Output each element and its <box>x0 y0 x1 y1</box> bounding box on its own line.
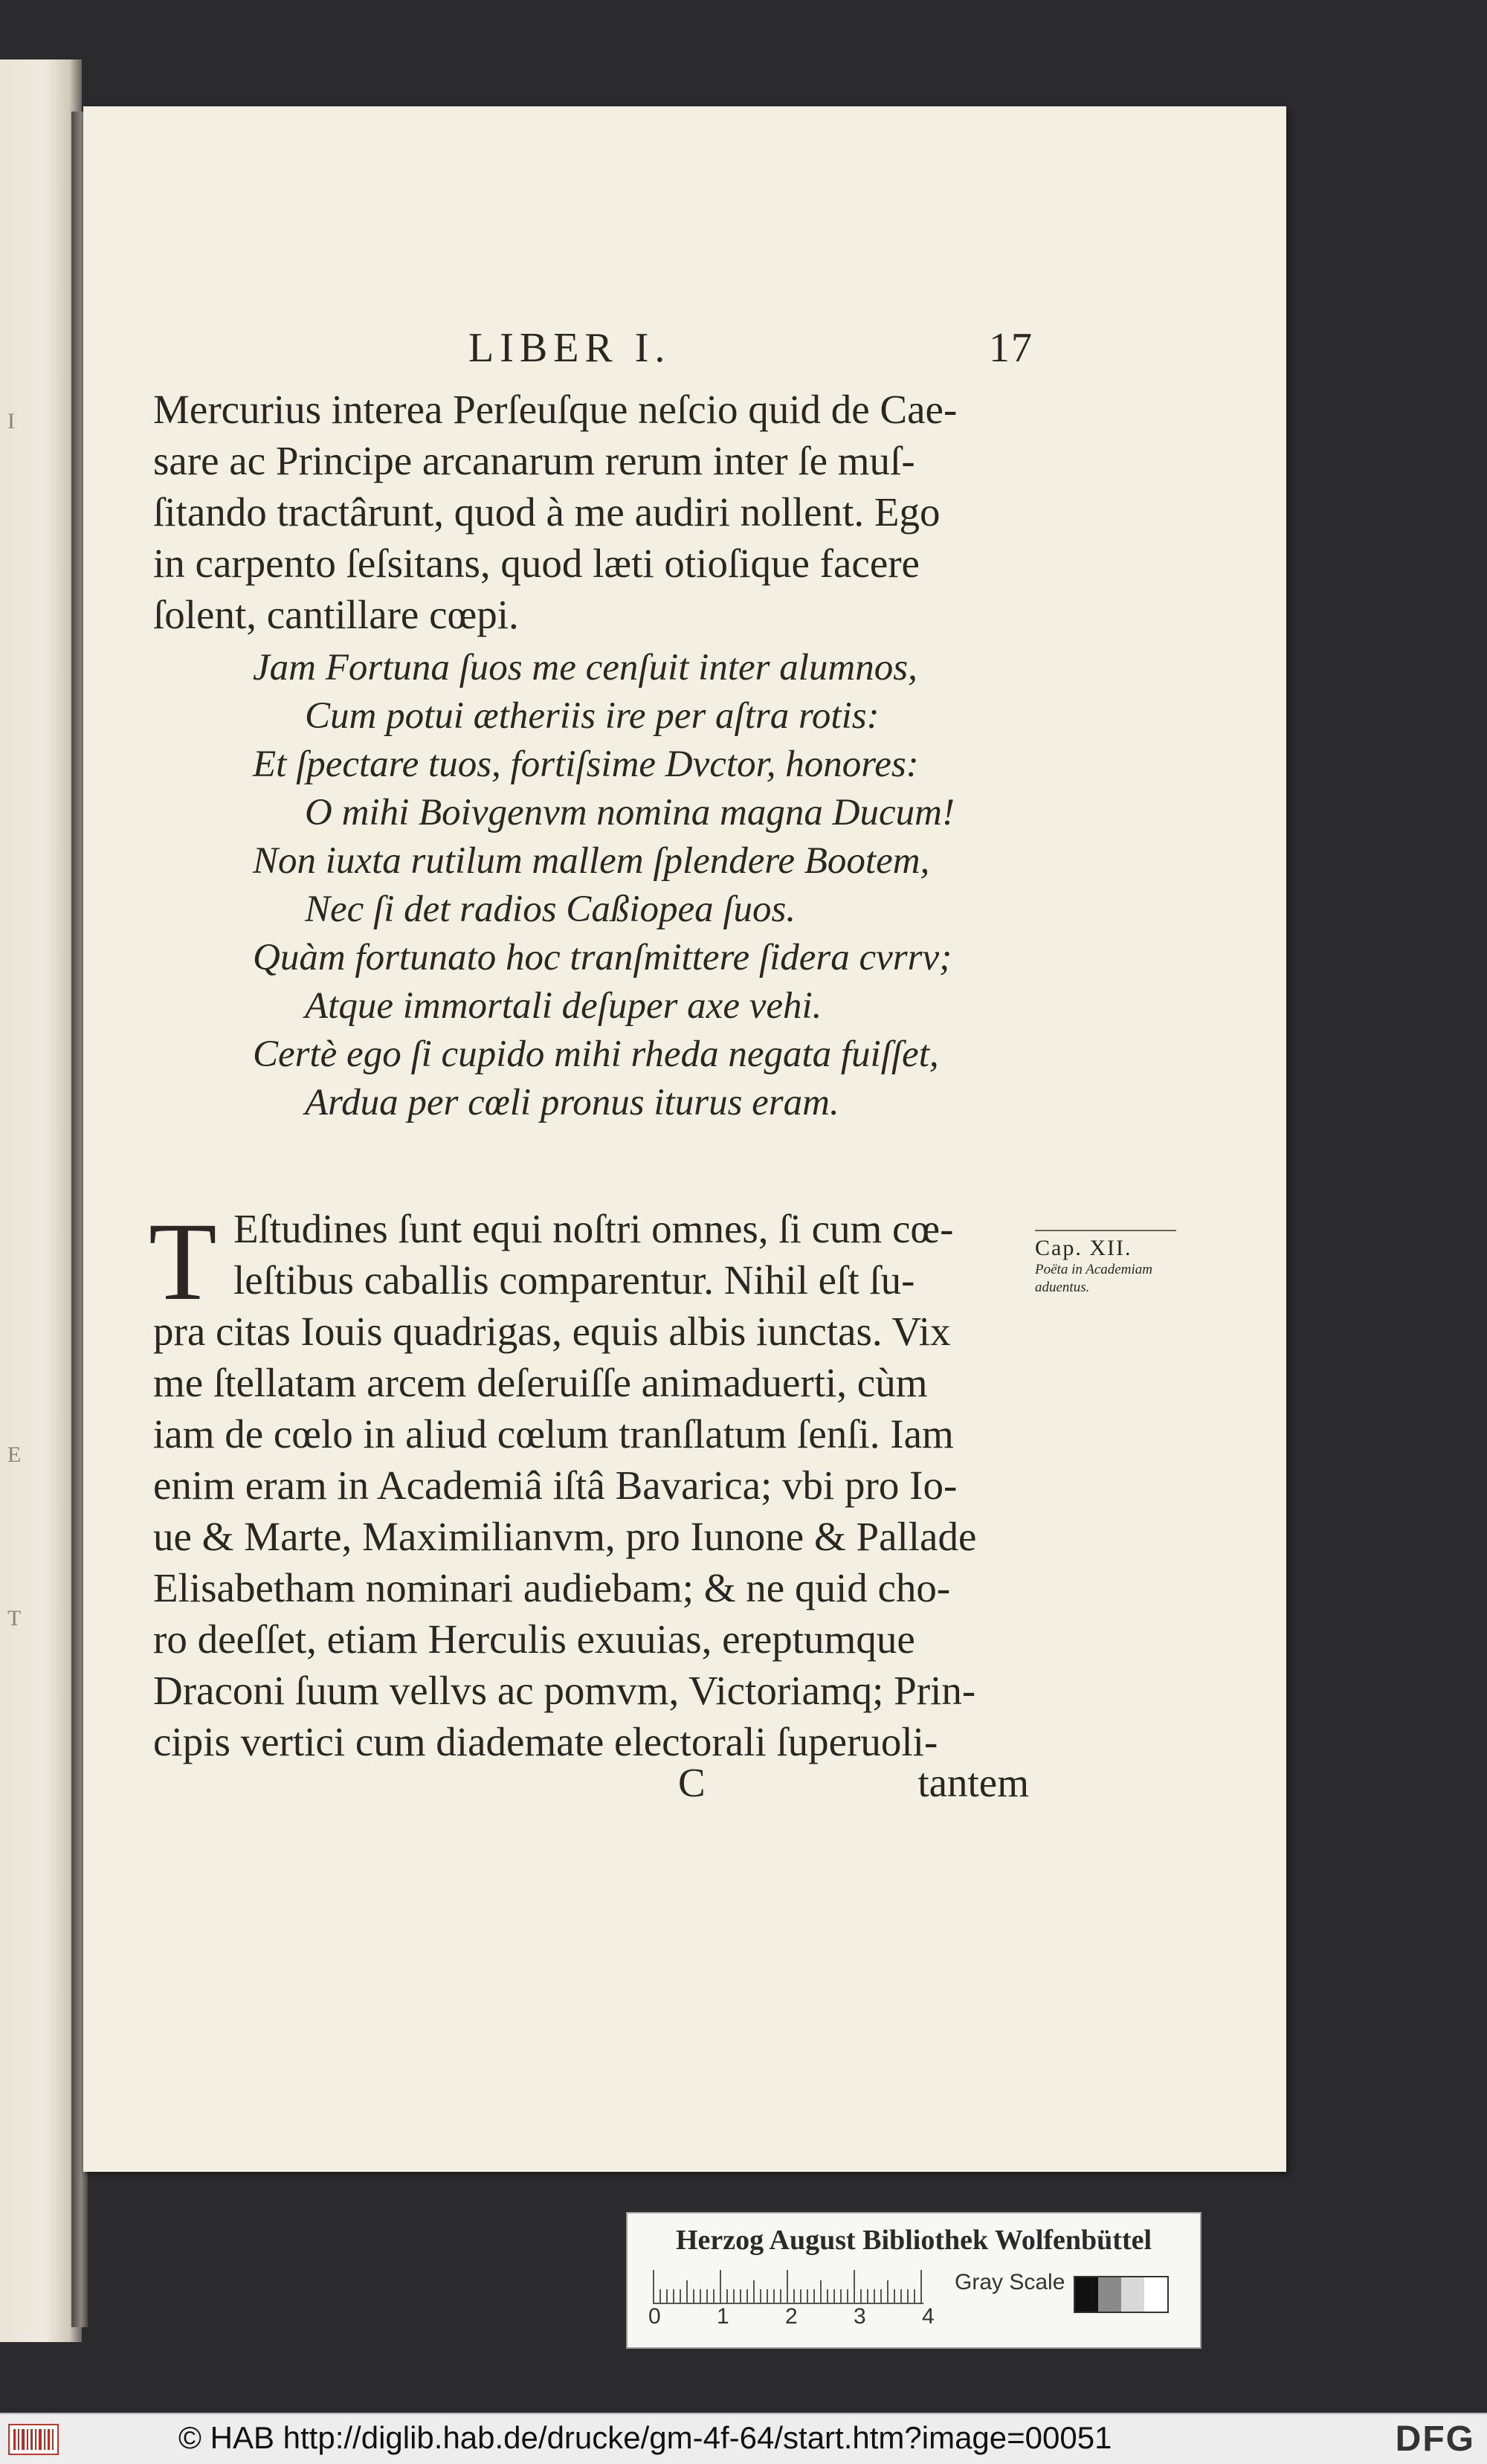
ruler-tick <box>673 2289 674 2303</box>
text-line: in carpento ſeſsitans, quod læti otioſique facere <box>153 541 920 586</box>
ruler-tick <box>900 2289 902 2303</box>
facing-page-letter-mark: I <box>7 409 15 433</box>
text-line: ſolent, cantillare cœpi. <box>153 592 519 637</box>
text-line: ue & Marte, Maximilianvm, pro Iunone & Pallade <box>153 1514 977 1559</box>
gray-scale-label: Gray Scale <box>955 2270 1065 2294</box>
text-line: iam de cœlo in aliud cœlum tranſlatum ſenſi. Iam <box>153 1411 954 1457</box>
ruler-tick <box>733 2289 735 2303</box>
ruler-tick <box>807 2289 808 2303</box>
ruler-tick <box>700 2289 701 2303</box>
ruler-tick <box>813 2289 815 2303</box>
verse-line: Et ſpectare tuos, fortiſsime Dvctor, honores: <box>253 744 919 785</box>
ruler-tick <box>874 2289 875 2303</box>
ruler-tick <box>907 2289 909 2303</box>
facing-page-edge <box>0 59 82 2342</box>
ruler-tick <box>693 2289 694 2303</box>
ruler-tick <box>740 2289 741 2303</box>
ruler-tick <box>833 2289 835 2303</box>
marginal-note <box>1035 1230 1176 1297</box>
ruler-tick <box>880 2289 882 2303</box>
ruler-tick <box>713 2289 715 2303</box>
ruler-tick <box>847 2289 848 2303</box>
ruler-tick <box>746 2289 748 2303</box>
page-foot <box>153 1759 1029 1811</box>
ruler-number: 2 <box>785 2304 798 2329</box>
marginal-gloss: Poëta in Academiam aduentus. <box>1035 1262 1152 1295</box>
gray-swatches <box>1074 2276 1169 2313</box>
ruler-tick <box>920 2270 922 2303</box>
text-line: leſtibus caballis comparentur. Nihil eſt ſu- <box>233 1257 915 1303</box>
ruler-tick <box>894 2289 895 2303</box>
ruler-tick <box>686 2280 688 2303</box>
ruler-tick <box>720 2270 721 2303</box>
verse-line: Atque immortali deſuper axe vehi. <box>305 985 822 1027</box>
ruler-tick <box>659 2289 661 2303</box>
text-line: Elisabetham nominari audiebam; & ne quid cho- <box>153 1565 951 1610</box>
dfg-logo: DFG <box>1395 2419 1475 2459</box>
ruler-tick <box>780 2289 781 2303</box>
ruler-tick <box>680 2289 681 2303</box>
gray-swatch <box>1144 2277 1167 2312</box>
ruler-tick <box>800 2289 801 2303</box>
ruler-tick <box>793 2289 795 2303</box>
ruler-number: 3 <box>854 2304 866 2329</box>
measurement-ruler <box>653 2268 923 2304</box>
text-line: pra citas Iouis quadrigas, equis albis iunctas. Vix <box>153 1309 951 1354</box>
ruler-tick <box>760 2289 761 2303</box>
color-scale-card <box>626 2212 1201 2349</box>
facing-page-letter-mark: E <box>7 1442 22 1467</box>
verse-line: Jam Fortuna ſuos me cenſuit inter alumnos, <box>253 647 917 688</box>
footer-url[interactable]: © HAB http://diglib.hab.de/drucke/gm-4f-64/start.htm?image=00051 <box>178 2420 1112 2455</box>
text-line: Eſtudines ſunt equi noſtri omnes, ſi cum cœ- <box>233 1206 954 1251</box>
text-line: Draconi ſuum vellvs ac pomvm, Victoriamq; Prin- <box>153 1668 976 1713</box>
signature-mark: C <box>678 1760 706 1805</box>
verse-line: O mihi Boivgenvm nomina magna Ducum! <box>305 792 955 833</box>
ruler-tick <box>860 2289 862 2303</box>
ruler-tick <box>666 2289 668 2303</box>
ruler-tick <box>787 2270 788 2303</box>
catchword: tantem <box>917 1760 1029 1805</box>
ruler-tick <box>867 2289 868 2303</box>
ruler-number: 4 <box>922 2304 935 2329</box>
verse-line: Cum potui ætheriis ire per aſtra rotis: <box>305 695 880 737</box>
hab-barcode-logo-icon <box>7 2423 59 2456</box>
text-line: Mercurius interea Perſeuſque neſcio quid de Cae- <box>153 387 958 432</box>
verse-line: Nec ſi det radios Caßiopea ſuos. <box>305 888 796 930</box>
text-line: enim eram in Academiâ iſtâ Bavarica; vbi pro Io- <box>153 1462 958 1508</box>
text-line: sare ac Principe arcanarum rerum inter ſe muſ- <box>153 438 915 483</box>
ruler-tick <box>827 2289 828 2303</box>
verse-line: Certè ego ſi cupido mihi rheda negata fuiſſet, <box>253 1033 939 1075</box>
ruler-tick <box>653 2270 654 2303</box>
poem <box>253 644 1041 1127</box>
drop-cap: T <box>149 1200 217 1323</box>
gray-swatch <box>1098 2277 1121 2312</box>
ruler-tick <box>706 2289 708 2303</box>
text-line: ro deeſſet, etiam Herculis exuuias, ereptumque <box>153 1616 915 1662</box>
chapter-marker: Cap. XII. <box>1035 1230 1176 1261</box>
ruler-tick <box>914 2289 915 2303</box>
ruler-tick <box>820 2280 822 2303</box>
page-number: 17 <box>989 325 1033 371</box>
ruler-tick <box>726 2289 728 2303</box>
text-line: ſitando tractârunt, quod à me audiri nollent. Ego <box>153 489 941 535</box>
ruler-tick <box>767 2289 768 2303</box>
paragraph-2 <box>153 1203 1029 1767</box>
institution-name: Herzog August Bibliothek Wolfenbüttel <box>675 2225 1152 2256</box>
ruler-number: 0 <box>648 2304 661 2329</box>
footer-bar <box>0 2413 1487 2464</box>
ruler-tick <box>840 2289 842 2303</box>
verse-line: Ardua per cœli pronus iturus eram. <box>305 1082 839 1123</box>
ruler-tick <box>773 2289 775 2303</box>
text-line: me ſtellatam arcem deſeruiſſe animaduerti, cùm <box>153 1360 928 1405</box>
paragraph-1 <box>153 384 1029 640</box>
ruler-tick <box>887 2280 888 2303</box>
text-line: cipis vertici cum diademate electorali ſuperuoli- <box>153 1719 938 1764</box>
facing-page-letter-mark: T <box>7 1606 22 1631</box>
ruler-number: 1 <box>717 2304 729 2329</box>
gray-swatch <box>1075 2277 1098 2312</box>
ruler-tick <box>753 2280 755 2303</box>
running-head: LIBER I. <box>468 325 671 371</box>
gray-swatch <box>1121 2277 1144 2312</box>
verse-line: Quàm fortunato hoc tranſmittere ſidera cvrrv; <box>253 937 952 978</box>
verse-line: Non iuxta rutilum mallem ſplendere Bootem, <box>253 840 930 882</box>
ruler-tick <box>854 2270 855 2303</box>
